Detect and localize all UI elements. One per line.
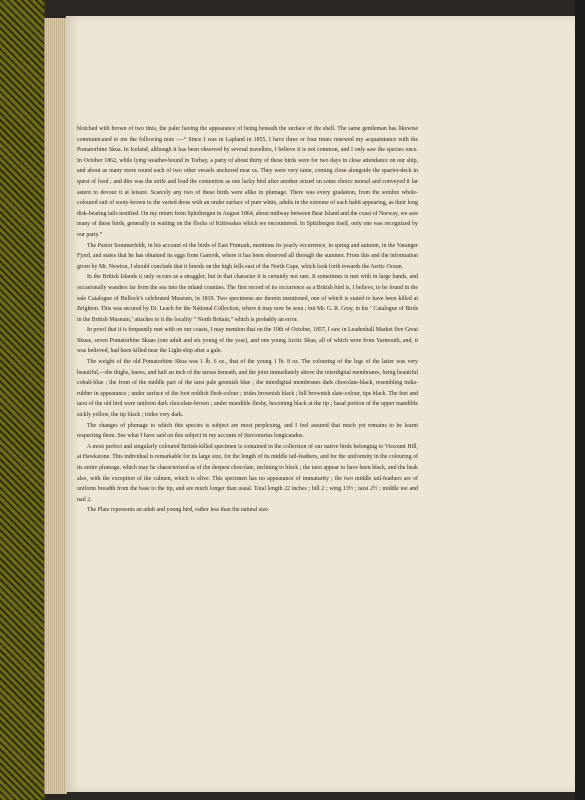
paragraph-4: In proof that it is frequently met with on our coasts, I may mention that on the 19th of October, 1857, I saw in Leadenhall Market five Great Skuas, seven Pomatorhine Skuas (one adult and six young of the year), and one young Arctic Skua, all of which were from Yarmouth, and, it was believed, had been killed near the Light-ship after a gale.	[77, 327, 418, 355]
scan-border	[575, 0, 585, 800]
page-edges	[44, 18, 67, 794]
paragraph-1: blotched with brown of two tints, the paler having the appearance of being beneath the surface of the shell. The same gentleman has likewise communicated to me the following note :—“ Since I was in Lapland in 1855, I have three or four times renewed my acquaintance with the Pomatorhine Skua. In Iceland, although it has been observed by several travellers, I believe it is not common, and I only saw the species once. In October 1862, while lying weather-bound in Torbay, a party of about thirty of these birds were for two days in close attendance on our ship, and about as many more round each of two other vessels anchored near us. They were very tame, coming close alongside the quarter-deck in quest of food ; and dire was the strife and loud the contention as one lucky bird after another seized on some choice morsel and conveyed it far astern to devour it at leisure. Scarcely any two of these birds were alike in plumage. There was every gradation, from the sombre whole-coloured suit of sooty-brown to the varied dress with an under surface of pure white, adults in the extreme of each habit appearing, as their long disk-bearing tails testified. On my return from Spitzbergen in August 1864, about midway between Bear Island and the coast of Norway, we saw many of these birds, generally in waiting on the flocks of Kittiwakes which we encountered. In Spitzbergen itself, only one was recognized by our party.”	[77, 126, 418, 238]
paragraph-3: In the British Islands it only occurs as a straggler, but in that character it is certainly not rare. It sometimes is met with in large bands, and occasionally wanders far from the sea into the inland counties. The first record of its occurrence as a British bird is, I believe, to be found in the sale Catalogue of Bullock’s celebrated Museum, in 1819. Two specimens are therein mentioned, one of which is stated to have been killed at Brighton. This was secured by Dr. Leach for the National Collection, where it may now be seen ; but Mr. G. R. Gray, in his ‘ Catalogue of Birds in the British Museum,’ attaches to it the locality “ North Britain,” which is probably an error.	[77, 274, 418, 323]
paragraph-5: The weight of the old Pomatorhine Skua was 1 lb. 6 oz., that of the young 1 lb. 8 oz. The colouring of the legs of the latter was very beautiful,—the thighs, knees, and half an inch of the tarsus beneath, and the joint immediately above the interdigital membranes, being beautiful cobalt-blue ; the front of the middle part of the tarsi pale greenish blue ; the interdigital membranes dark chocolate-black, resembling india-rubber in appearance ; under surface of the foot reddish flesh-colour ; irides brownish black ; bill brownish slate-colour, tips black. The feet and tarsi of the old bird were uniform dark chocolate-brown ; under mandible fleshy, becoming black at the tip ; basal portion of the upper mandible sickly yellow, the tip black ; irides very dark.	[77, 359, 418, 419]
paragraph-7: A most perfect and singularly coloured British-killed specimen is contained in the collection of our native birds belonging to Viscount Hill, at Hawkstone. This individual is remarkable for its large size, for the length of its middle tail-feathers, and for the uniformity in the colouring of its entire plumage, which may be characterized as of the deepest chocolate, inclining to black ; the tarsi appear to have been black, and the beak also, with the exception of the culmen, which is olive. This specimen has no appearance of immaturity ; the two middle tail-feathers are of uniform breadth from the base to the tip, and are much longer than usual. Total length 22 inches ; bill 2 ; wing 13½ ; tarsi 2½ ; middle toe and nail 2.	[77, 443, 418, 503]
body-text	[77, 124, 418, 516]
book-spine-decoration	[0, 0, 46, 800]
paragraph-6: The changes of plumage to which this species is subject are most perplexing, and I feel assured that much yet remains to be learnt respecting them. See what I have said on this subject in my account of Stercorarius longicaudus.	[77, 422, 418, 440]
paragraph-8: The Plate represents an adult and young bird, rather less than the natural size.	[87, 507, 270, 514]
paragraph-2: The Pastor Sommerfeldt, in his account of the birds of East Finmark, mentions its yearly occurrence, in spring and autumn, in the Varanger Fjord, and states that he has obtained its eggs from Gamvik, where it has been observed all through the summer. From this and the information given by Mr. Newton, I should conclude that it breeds on the high fells east of the North Cape, which look forth towards the Arctic Ocean.	[77, 242, 418, 270]
